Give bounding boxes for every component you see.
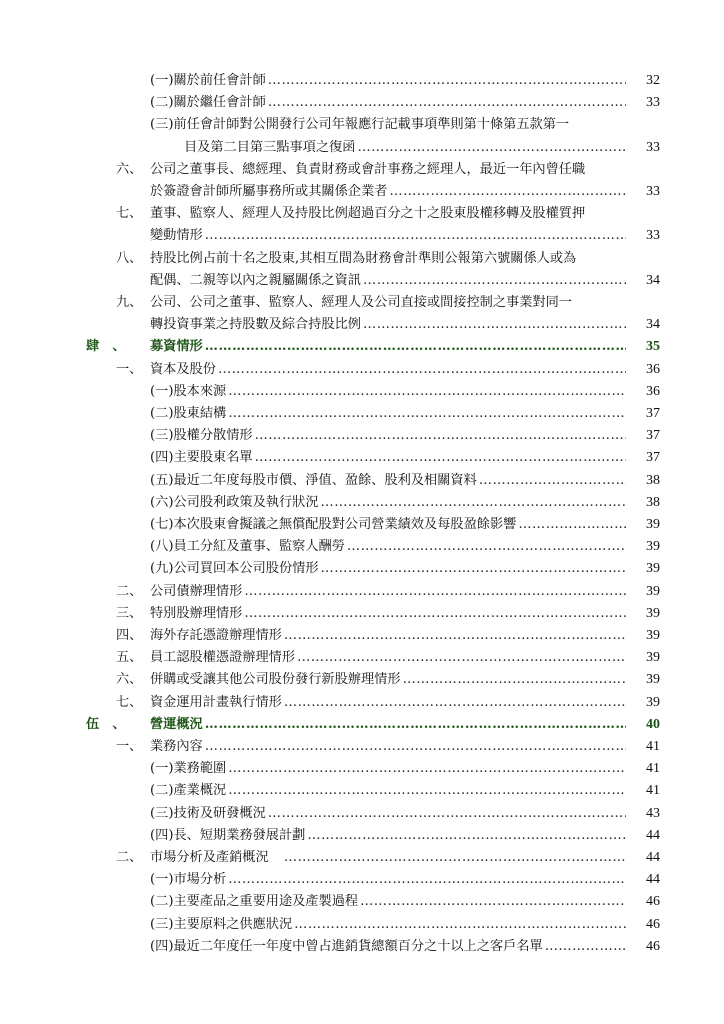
- dot-leader: [284, 626, 626, 646]
- toc-entry-text: (五)最近二年度每股市價、淨值、盈餘、股利及相關資料: [150, 473, 477, 488]
- dot-leader: [205, 715, 626, 735]
- toc-entry-text: 員工認股權憑證辦理情形: [150, 650, 296, 665]
- toc-entry-text: (八)員工分紅及董事、監察人酬勞: [150, 539, 345, 554]
- toc-entry: [0, 515, 724, 535]
- toc-entry-line: [150, 781, 628, 801]
- toc-entry: [0, 360, 724, 380]
- toc-entry-text: 公司債辦理情形: [150, 584, 243, 599]
- toc-entry-text: (三)前任會計師對公開發行公司年報應行記載事項準則第十條第五款第一: [150, 117, 570, 132]
- toc-entry-text: 持股比例占前十名之股東,其相互間為財務會計準則公報第六號關係人或為: [150, 251, 577, 266]
- dot-leader: [389, 182, 626, 202]
- toc-entry-marker: 八、: [116, 251, 143, 266]
- toc-entry-marker: 肆 、: [86, 339, 126, 354]
- toc-entry: [0, 582, 724, 602]
- toc-page-number: 39: [646, 628, 660, 643]
- dot-leader: [403, 670, 626, 690]
- toc-entry-line: [150, 937, 628, 957]
- toc-entry-text: (一)股本來源: [150, 384, 227, 399]
- dot-leader: [228, 404, 626, 424]
- toc-page-number: 40: [646, 717, 660, 732]
- toc-entry: [0, 804, 724, 824]
- toc-entry-marker: 二、: [116, 850, 143, 865]
- toc-entry-text: 於簽證會計師所屬事務所或其關係企業者: [150, 184, 388, 199]
- toc-page-number: 34: [646, 317, 660, 332]
- toc-entry-marker: 一、: [116, 362, 143, 377]
- dot-leader: [244, 604, 626, 624]
- toc-entry-line: [150, 648, 628, 668]
- toc-entry: [0, 71, 724, 91]
- toc-entry-line: [150, 670, 628, 690]
- toc-entry-text: 公司、公司之董事、監察人、經理人及公司直接或間接控制之事業對同一: [150, 295, 572, 310]
- toc-entry: [0, 115, 724, 135]
- toc-entry-text: 募資情形: [150, 339, 203, 354]
- toc-entry: [0, 448, 724, 468]
- toc-entry: [0, 426, 724, 446]
- toc-entry-text: 變動情形: [150, 228, 203, 243]
- toc-entry-text: 特別股辦理情形: [150, 606, 243, 621]
- toc-page-number: 38: [646, 495, 660, 510]
- toc-entry-line: [150, 715, 628, 735]
- toc-page-number: 32: [646, 73, 660, 88]
- toc-entry-text: 公司之董事長、總經理、負責財務或會計事務之經理人，最近一年內曾任職: [150, 162, 586, 177]
- toc-page-number: 41: [646, 739, 660, 754]
- toc-entry-line: [150, 337, 628, 357]
- toc-page-number: 33: [646, 184, 660, 199]
- toc-entry-text: (三)技術及研發概況: [150, 806, 266, 821]
- toc-page-number: 39: [646, 517, 660, 532]
- toc-page-number: 37: [646, 450, 660, 465]
- toc-entry-text: 海外存託憑證辦理情形: [150, 628, 282, 643]
- toc-page-number: 33: [646, 95, 660, 110]
- toc-entry: [0, 737, 724, 757]
- toc-entry-text: 資本及股份: [150, 362, 216, 377]
- toc-entry: [0, 249, 724, 269]
- toc-page-number: 46: [646, 939, 660, 954]
- toc-page-number: 37: [646, 428, 660, 443]
- toc-entry-text: (一)業務範圍: [150, 761, 227, 776]
- dot-leader: [363, 271, 626, 291]
- toc-entry-marker: 六、: [116, 162, 143, 177]
- toc-entry: [0, 404, 724, 424]
- toc-page-number: 39: [646, 650, 660, 665]
- toc-entry-text: (九)公司買回本公司股份情形: [150, 561, 319, 576]
- toc-page-number: 39: [646, 584, 660, 599]
- toc-page-number: 33: [646, 228, 660, 243]
- dot-leader: [518, 515, 626, 535]
- toc-entry-text: 市場分析及產銷概況: [150, 850, 282, 865]
- toc-entry: [0, 848, 724, 868]
- dot-leader: [205, 737, 626, 757]
- toc-page-number: 39: [646, 539, 660, 554]
- toc-entry-line: [150, 626, 628, 646]
- toc-entry-line: [150, 448, 628, 468]
- toc-page-number: 37: [646, 406, 660, 421]
- toc-entry-text: 資金運用計畫執行情形: [150, 695, 282, 710]
- toc-entry: [0, 138, 724, 158]
- dot-leader: [321, 559, 626, 579]
- dot-leader: [218, 360, 626, 380]
- dot-leader: [268, 93, 626, 113]
- dot-leader: [255, 426, 626, 446]
- toc-entry: [0, 670, 724, 690]
- toc-entry-text: 轉投資事業之持股數及綜合持股比例: [150, 317, 361, 332]
- toc-entry-marker: 三、: [116, 606, 143, 621]
- dot-leader: [297, 648, 626, 668]
- dot-leader: [347, 537, 626, 557]
- toc-entry-marker: 五、: [116, 650, 143, 665]
- toc-page-number: 33: [646, 140, 660, 155]
- toc-entry: [0, 693, 724, 713]
- toc-entry: [0, 271, 724, 291]
- toc-entry-line: [150, 537, 628, 557]
- toc-entry-marker: 伍 、: [86, 717, 126, 732]
- toc-entry-line: [150, 737, 628, 757]
- toc-entry-line: [150, 360, 628, 380]
- toc-entry-text: (二)主要產品之重要用途及產製過程: [150, 894, 359, 909]
- toc-entry-marker: 七、: [116, 695, 143, 710]
- toc-entry-marker: 一、: [116, 739, 143, 754]
- dot-leader: [284, 848, 626, 868]
- toc-entry-text: 董事、監察人、經理人及持股比例超過百分之十之股東股權移轉及股權質押: [150, 206, 586, 221]
- toc-entry-text: 配偶、二親等以內之親屬關係之資訊: [150, 273, 361, 288]
- toc-entry-line: [150, 848, 628, 868]
- toc-entry-text: 營運概況: [150, 717, 203, 732]
- toc-page-number: 44: [646, 828, 660, 843]
- toc-entry-marker: 七、: [116, 206, 143, 221]
- toc-entry: [0, 182, 724, 202]
- toc-page-number: 44: [646, 872, 660, 887]
- toc-page-number: 43: [646, 806, 660, 821]
- toc-entry-marker: 六、: [116, 672, 143, 687]
- toc-entry-line: [150, 582, 628, 602]
- toc-entry-line: [184, 138, 628, 158]
- dot-leader: [228, 870, 626, 890]
- toc-entry: [0, 493, 724, 513]
- dot-leader: [268, 71, 626, 91]
- toc-entry-line: [150, 870, 628, 890]
- toc-entry: [0, 160, 724, 180]
- toc-entry: [0, 93, 724, 113]
- dot-leader: [228, 781, 626, 801]
- toc-entry-marker: 四、: [116, 628, 143, 643]
- toc-entry: [0, 315, 724, 335]
- dot-leader: [479, 471, 626, 491]
- toc-entry: [0, 559, 724, 579]
- dot-leader: [363, 315, 626, 335]
- toc-entry-line: [150, 915, 628, 935]
- dot-leader: [321, 493, 626, 513]
- toc-entry-line: [150, 826, 628, 846]
- toc-entry-line: [150, 426, 628, 446]
- dot-leader: [244, 582, 626, 602]
- toc-entry-text: (三)股權分散情形: [150, 428, 253, 443]
- toc-entry: [0, 626, 724, 646]
- toc-entry: [0, 382, 724, 402]
- toc-entry-line: [150, 226, 628, 246]
- toc-entry: [0, 781, 724, 801]
- dot-leader: [268, 804, 626, 824]
- toc-page-number: 36: [646, 384, 660, 399]
- dot-leader: [228, 759, 626, 779]
- dot-leader: [545, 937, 626, 957]
- toc-page-number: 41: [646, 783, 660, 798]
- toc-entry: [0, 293, 724, 313]
- toc-entry-text: (四)最近二年度任一年度中曾占進銷貨總額百分之十以上之客戶名單: [150, 939, 543, 954]
- dot-leader: [228, 382, 626, 402]
- toc-page-number: 35: [646, 339, 660, 354]
- toc-page-number: 39: [646, 695, 660, 710]
- toc-entry-line: [150, 493, 628, 513]
- toc-page-number: 36: [646, 362, 660, 377]
- toc-entry-text: (一)關於前任會計師: [150, 73, 266, 88]
- toc-entry-line: [150, 693, 628, 713]
- toc-page-number: 38: [646, 473, 660, 488]
- toc-page-number: 39: [646, 561, 660, 576]
- toc-chapter: [0, 715, 724, 735]
- toc-entry: [0, 648, 724, 668]
- toc-page-number: 41: [646, 761, 660, 776]
- toc-entry: [0, 226, 724, 246]
- dot-leader: [357, 138, 626, 158]
- toc-entry-line: [150, 404, 628, 424]
- toc-entry-text: (四)長、短期業務發展計劃: [150, 828, 306, 843]
- dot-leader: [205, 226, 626, 246]
- dot-leader: [307, 826, 626, 846]
- toc-entry-line: [150, 315, 628, 335]
- toc-entry-line: [150, 759, 628, 779]
- toc-entry: [0, 870, 724, 890]
- toc-entry-line: [150, 892, 628, 912]
- toc-page-number: 39: [646, 606, 660, 621]
- toc-entry-line: [150, 471, 628, 491]
- toc-entry-text: (三)主要原料之供應狀況: [150, 917, 293, 932]
- toc-entry-line: [150, 271, 628, 291]
- toc-entry-line: [150, 515, 628, 535]
- toc-entry-text: (六)公司股利政策及執行狀況: [150, 495, 319, 510]
- toc-entry-line: [150, 382, 628, 402]
- toc-entry-marker: 二、: [116, 584, 143, 599]
- dot-leader: [294, 915, 626, 935]
- toc-entry-line: [150, 93, 628, 113]
- toc-entry: [0, 204, 724, 224]
- toc-entry: [0, 759, 724, 779]
- toc-entry: [0, 471, 724, 491]
- dot-leader: [284, 693, 626, 713]
- toc-page-number: 46: [646, 917, 660, 932]
- toc-entry-text: (二)股東結構: [150, 406, 227, 421]
- toc-entry-line: [150, 559, 628, 579]
- toc-entry: [0, 604, 724, 624]
- dot-leader: [360, 892, 626, 912]
- toc-entry-text: 目及第二目第三點事項之復函: [184, 140, 356, 155]
- toc-page-number: 44: [646, 850, 660, 865]
- toc-entry: [0, 537, 724, 557]
- toc-entry: [0, 826, 724, 846]
- toc-entry-text: 業務內容: [150, 739, 203, 754]
- toc-entry: [0, 915, 724, 935]
- toc-entry: [0, 892, 724, 912]
- toc-entry-text: (二)產業概況: [150, 783, 227, 798]
- toc-entry-text: (七)本次股東會擬議之無償配股對公司營業績效及每股盈餘影響: [150, 517, 517, 532]
- toc-entry-line: [150, 182, 628, 202]
- toc-entry-text: (四)主要股東名單: [150, 450, 253, 465]
- toc-page-number: 46: [646, 894, 660, 909]
- toc-entry-line: [150, 804, 628, 824]
- dot-leader: [205, 337, 626, 357]
- toc-entry-line: [150, 604, 628, 624]
- toc-entry-text: (一)市場分析: [150, 872, 227, 887]
- toc-entry-text: 併購或受讓其他公司股份發行新股辦理情形: [150, 672, 401, 687]
- toc-entry: [0, 937, 724, 957]
- toc-entry-line: [150, 71, 628, 91]
- dot-leader: [255, 448, 626, 468]
- toc-entry-text: (二)關於繼任會計師: [150, 95, 266, 110]
- toc-chapter: [0, 337, 724, 357]
- toc-page-number: 39: [646, 672, 660, 687]
- toc-page-number: 34: [646, 273, 660, 288]
- toc-entry-marker: 九、: [116, 295, 143, 310]
